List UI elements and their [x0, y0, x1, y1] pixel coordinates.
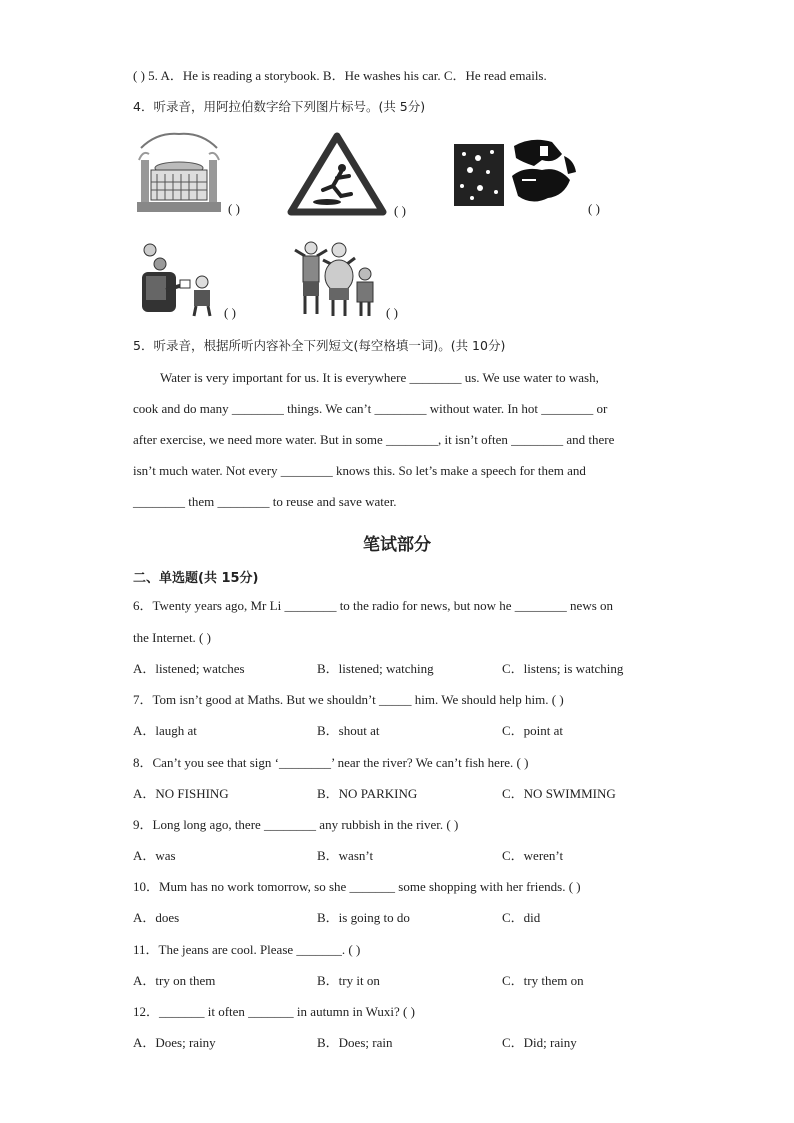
question-7-stem: 7．Tom isn’t good at Maths. But we shouldn’t _____ him. We should help him. ( )	[133, 692, 564, 707]
question-12-option-b[interactable]: B．Does; rain	[317, 1035, 393, 1050]
passage-line: after exercise, we need more water. But in some ________, it isn’t often ________ and there	[133, 432, 615, 447]
question-7-option-b[interactable]: B．shout at	[317, 723, 380, 738]
question-10-option-c[interactable]: C．did	[502, 910, 541, 925]
question-6-option-b[interactable]: B．listened; watching	[317, 661, 434, 676]
passage-line: Water is very important for us. It is everywhere ________ us. We use water to wash,	[160, 370, 599, 385]
written-section-title: 笔试部分	[363, 535, 431, 555]
helping-elderly-picture	[136, 240, 220, 318]
question-11-option-c[interactable]: C．try them on	[502, 973, 584, 988]
question-12-stem: 12．_______ it often _______ in autumn in Wuxi? ( )	[133, 1004, 415, 1019]
building-picture	[137, 130, 221, 214]
question-7-option-a[interactable]: A．laugh at	[133, 723, 197, 738]
passage-line: isn’t much water. Not every ________ knows this. So let’s make a speech for them and	[133, 463, 586, 478]
part-5-heading: 5．听录音，根据所听内容补全下列短文(每空格填一词)。(共 10分)	[133, 338, 506, 353]
question-9-option-a[interactable]: A．was	[133, 848, 176, 863]
question-9-option-b[interactable]: B．wasn’t	[317, 848, 374, 863]
passage-line: cook and do many ________ things. We can’t ________ without water. In hot ________ or	[133, 401, 608, 416]
section-2-heading: 二、单选题(共 15分)	[133, 571, 259, 586]
question-10-stem: 10．Mum has no work tomorrow, so she _______ some shopping with her friends. ( )	[133, 879, 581, 894]
part-4-heading: 4．听录音，用阿拉伯数字给下列图片标号。(共 5分)	[133, 99, 426, 114]
question-11-option-a[interactable]: A．try on them	[133, 973, 216, 988]
question-10-option-b[interactable]: B．is going to do	[317, 910, 410, 925]
question-8-option-c[interactable]: C．NO SWIMMING	[502, 786, 616, 801]
question-6-stem: the Internet. ( )	[133, 630, 211, 645]
answer-paren-5[interactable]: ( )	[386, 305, 398, 320]
listening-question-5: ( ) 5. A．He is reading a storybook. B．He washes his car. C．He read emails.	[133, 68, 547, 83]
question-9-stem: 9．Long long ago, there ________ any rubbish in the river. ( )	[133, 817, 459, 832]
answer-paren-4[interactable]: ( )	[224, 305, 236, 320]
question-7-option-c[interactable]: C．point at	[502, 723, 564, 738]
passage-line: ________ them ________ to reuse and save water.	[133, 494, 397, 509]
question-8-stem: 8．Can’t you see that sign ‘________’ near the river? We can’t fish here. ( )	[133, 755, 529, 770]
answer-paren-1[interactable]: ( )	[228, 201, 240, 216]
question-8-option-b[interactable]: B．NO PARKING	[317, 786, 418, 801]
question-6-option-c[interactable]: C．listens; is watching	[502, 661, 624, 676]
question-12-option-c[interactable]: C．Did; rainy	[502, 1035, 577, 1050]
answer-paren-2[interactable]: ( )	[394, 203, 406, 218]
slippery-warning-sign-picture	[287, 132, 387, 216]
question-6-option-a[interactable]: A．listened; watches	[133, 661, 245, 676]
answer-paren-3[interactable]: ( )	[588, 201, 600, 216]
question-11-option-b[interactable]: B．try it on	[317, 973, 380, 988]
question-11-stem: 11．The jeans are cool. Please _______. ( )	[133, 942, 361, 957]
rubbish-picture	[452, 136, 580, 208]
question-12-option-a[interactable]: A．Does; rainy	[133, 1035, 216, 1050]
question-6-stem: 6．Twenty years ago, Mr Li ________ to the radio for news, but now he ________ news on	[133, 598, 614, 613]
question-8-option-a[interactable]: A．NO FISHING	[133, 786, 229, 801]
question-10-option-a[interactable]: A．does	[133, 910, 180, 925]
group-of-people-picture	[291, 238, 381, 318]
question-9-option-c[interactable]: C．weren’t	[502, 848, 564, 863]
